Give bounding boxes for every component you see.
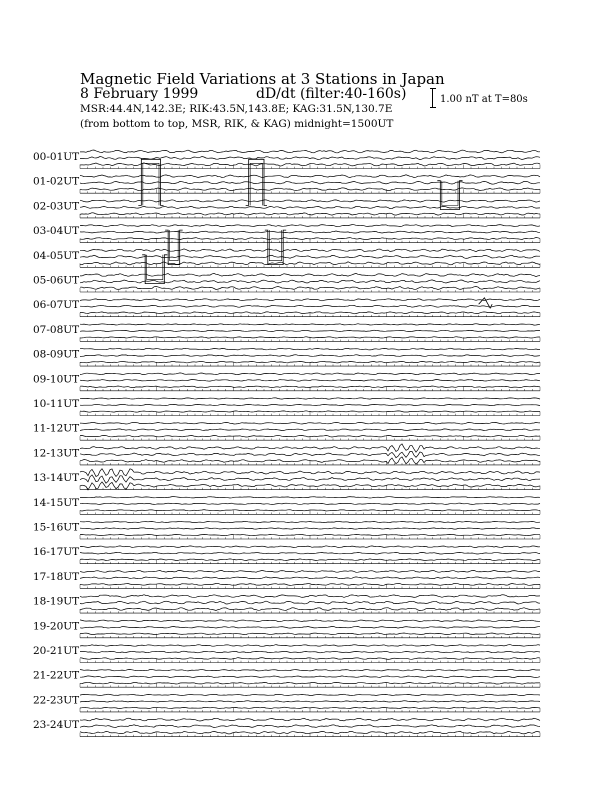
trace-kag bbox=[80, 348, 540, 350]
event-box-inner bbox=[170, 230, 179, 261]
hour-label: 16-17UT bbox=[33, 546, 80, 559]
hour-panel bbox=[33, 620, 540, 638]
hour-label: 06-07UT bbox=[33, 299, 80, 312]
hour-label: 07-08UT bbox=[33, 323, 80, 336]
trace-rik bbox=[80, 626, 540, 628]
hour-label: 09-10UT bbox=[33, 373, 80, 386]
trace-kag bbox=[80, 373, 540, 375]
hour-panel bbox=[33, 299, 540, 317]
hour-label: 18-19UT bbox=[33, 595, 80, 608]
trace-kag bbox=[80, 398, 540, 399]
hour-panel bbox=[33, 225, 540, 243]
trace-rik bbox=[80, 206, 540, 209]
event-box bbox=[246, 159, 267, 205]
trace-kag bbox=[80, 444, 540, 452]
hour-label: 05-06UT bbox=[33, 274, 80, 287]
hour-label: 10-11UT bbox=[33, 398, 80, 410]
hour-panel bbox=[33, 497, 540, 515]
event-box bbox=[165, 230, 183, 265]
hour-panel bbox=[33, 200, 540, 218]
hour-label: 01-02UT bbox=[33, 175, 80, 188]
trace-rik bbox=[80, 577, 540, 579]
scale-label: 1.00 nT at T=80s bbox=[440, 94, 528, 105]
hour-label: 14-15UT bbox=[33, 496, 80, 509]
trace-rik bbox=[80, 601, 540, 604]
trace-kag bbox=[80, 249, 540, 252]
hour-panel bbox=[33, 521, 540, 539]
trace-kag bbox=[80, 469, 540, 477]
trace-rik bbox=[80, 379, 540, 381]
hour-label: 15-16UT bbox=[33, 521, 80, 534]
trace-kag bbox=[80, 422, 540, 424]
hour-label: 17-18UT bbox=[33, 570, 80, 583]
trace-kag bbox=[80, 521, 540, 522]
trace-rik bbox=[80, 181, 540, 184]
hour-panel bbox=[33, 422, 540, 440]
hour-label: 12-13UT bbox=[33, 447, 80, 460]
hour-panel bbox=[33, 348, 540, 366]
trace-kag bbox=[80, 645, 540, 647]
trace-rik bbox=[80, 451, 540, 457]
event-markers bbox=[138, 159, 492, 308]
trace-kag bbox=[80, 669, 540, 671]
station-coordinates: MSR:44.4N,142.3E; RIK:43.5N,143.8E; KAG:31.5N,130.7E bbox=[80, 103, 393, 115]
hour-panel bbox=[33, 273, 540, 292]
hour-panel bbox=[33, 444, 540, 465]
trace-kag bbox=[80, 273, 540, 276]
filter-label: dD/dt (filter:40-160s) bbox=[256, 86, 407, 102]
chart-title: Magnetic Field Variations at 3 Stations in Japan bbox=[80, 70, 445, 88]
hour-label: 04-05UT bbox=[33, 249, 80, 262]
date-label: 8 February 1999 bbox=[80, 86, 199, 102]
hour-panel bbox=[33, 249, 540, 267]
trace-rik bbox=[80, 305, 540, 307]
trace-kag bbox=[80, 546, 540, 548]
trace-rik bbox=[80, 475, 540, 483]
trace-kag bbox=[80, 299, 540, 301]
hour-label: 13-14UT bbox=[33, 472, 80, 485]
hour-panel bbox=[33, 150, 540, 169]
hour-label: 21-22UT bbox=[33, 669, 80, 682]
trace-kag bbox=[80, 694, 540, 695]
trace-rik bbox=[80, 355, 540, 357]
trace-rik bbox=[80, 725, 540, 728]
trace-msr bbox=[80, 534, 540, 535]
trace-kag bbox=[80, 324, 540, 325]
trace-rik bbox=[80, 552, 540, 554]
hour-panel bbox=[33, 373, 540, 391]
hour-panel bbox=[33, 469, 540, 490]
trace-msr bbox=[80, 361, 540, 363]
hour-label: 19-20UT bbox=[33, 620, 80, 633]
hour-label: 02-03UT bbox=[33, 200, 80, 213]
hour-label: 08-09UT bbox=[33, 348, 80, 361]
hour-panel bbox=[33, 645, 540, 663]
station-order-note: (from bottom to top, MSR, RIK, & KAG) midnight=1500UT bbox=[80, 118, 394, 130]
trace-rik bbox=[80, 429, 540, 431]
trace-kag bbox=[80, 200, 540, 202]
hour-label: 03-04UT bbox=[33, 225, 80, 238]
trace-kag bbox=[80, 570, 540, 572]
event-box-inner bbox=[250, 163, 262, 205]
trace-rik bbox=[80, 528, 540, 529]
event-box bbox=[142, 255, 167, 284]
trace-kag bbox=[80, 150, 540, 153]
trace-rik bbox=[80, 280, 540, 283]
trace-rik bbox=[80, 404, 540, 405]
trace-kag bbox=[80, 497, 540, 498]
trace-kag bbox=[80, 620, 540, 622]
hour-label: 22-23UT bbox=[33, 694, 80, 707]
hour-panel bbox=[33, 694, 540, 712]
hour-panel bbox=[33, 398, 540, 416]
trace-rik bbox=[80, 330, 540, 331]
hour-panel bbox=[33, 546, 540, 564]
trace-rik bbox=[80, 503, 540, 504]
hour-panel bbox=[33, 570, 540, 588]
trace-rik bbox=[80, 231, 540, 233]
trace-kag bbox=[80, 595, 540, 598]
hour-panel bbox=[33, 669, 540, 687]
event-box-inner bbox=[143, 163, 159, 205]
trace-rik bbox=[80, 255, 540, 258]
hour-label: 23-24UT bbox=[33, 719, 80, 732]
trace-kag bbox=[80, 175, 540, 178]
hour-label: 11-12UT bbox=[33, 422, 80, 435]
trace-rik bbox=[80, 676, 540, 678]
hour-label: 00-01UT bbox=[33, 151, 80, 163]
trace-kag bbox=[80, 718, 540, 721]
event-box-inner bbox=[269, 230, 281, 261]
hour-panel bbox=[33, 595, 540, 613]
trace-rik bbox=[80, 651, 540, 653]
hour-panel bbox=[33, 324, 540, 342]
hour-panel bbox=[33, 175, 540, 193]
trace-rik bbox=[80, 701, 540, 702]
trace-kag bbox=[80, 225, 540, 227]
event-box bbox=[437, 181, 462, 210]
hour-label: 20-21UT bbox=[33, 645, 80, 657]
event-box bbox=[265, 230, 286, 265]
hour-panels bbox=[33, 150, 540, 737]
hour-panel bbox=[33, 718, 540, 736]
